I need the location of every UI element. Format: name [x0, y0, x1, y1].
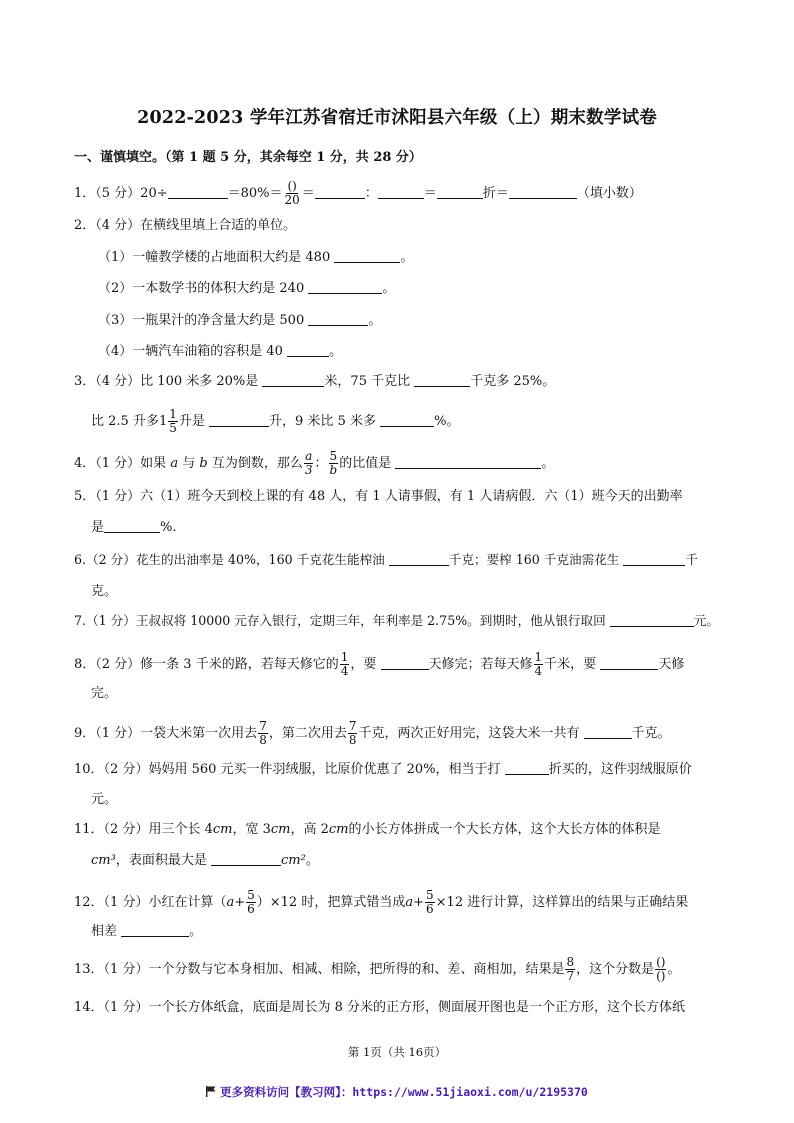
answer-blank[interactable]: [395, 454, 541, 469]
section-heading: 一、谨慎填空。（第 1 题 5 分，其余每空 1 分，共 28 分）: [74, 150, 422, 165]
fraction: $\frac{7}{8}$: [259, 719, 267, 747]
flag-icon: [206, 1086, 216, 1097]
answer-blank[interactable]: [505, 760, 549, 775]
question-2: 2．（4 分）在横线里填上合适的单位。: [74, 218, 297, 233]
answer-blank[interactable]: [600, 655, 658, 670]
question-6: 6.（2 分）花生的出油率是 40%，160 千克花生能榨油 千克；要榨 160 千克油需花生 千: [74, 552, 698, 567]
answer-blank[interactable]: [414, 372, 470, 387]
answer-fraction[interactable]: $\frac{()}{()}$: [656, 955, 666, 983]
answer-blank[interactable]: [308, 279, 382, 294]
answer-blank[interactable]: [168, 184, 228, 199]
answer-blank[interactable]: [334, 248, 400, 263]
question-5: 5．（1 分）六（1）班今天到校上课的有 48 人，有 1 人请事假，有 1 人请病假．六（1）班今天的出勤率: [74, 489, 683, 504]
question-3-line-2: 比 2.5 升多1 $\frac{1}{5}$ 升是 升，9 米比 5 米多 %。: [91, 407, 460, 435]
question-2-part-4: （4）一辆汽车油箱的容积是 40 。: [98, 344, 343, 359]
question-1: 1．（5 分）20÷ ＝80%＝ $\frac{()}{20}$ ＝ ： ＝ 折＝ （填小数）: [74, 179, 642, 207]
question-8-line-2: 完。: [91, 686, 118, 701]
question-10-line-2: 元。: [91, 792, 118, 807]
question-2-part-3: （3）一瓶果汁的净含量大约是 500 。: [98, 313, 382, 328]
fraction: $\frac{5}{6}$: [426, 888, 434, 916]
answer-blank[interactable]: [381, 655, 429, 670]
question-12: 12．（1 分）小红在计算（a+ $\frac{5}{6}$ ）×12 时，把算式错当成a+ $\frac{5}{6}$ ×12 进行计算，这样算出的结果与正确结果: [74, 888, 689, 916]
page-footer: 第 1页（共 16页）: [347, 1045, 447, 1059]
fraction: $\frac{5}{6}$: [247, 888, 255, 916]
answer-blank[interactable]: [380, 412, 434, 427]
fraction: $\frac{1}{5}$: [169, 407, 177, 435]
fraction: $\frac{1}{4}$: [340, 650, 349, 678]
question-8: 8．（2 分）修一条 3 千米的路，若每天修它的 $\frac{1}{4}$ ，要 天修完；若每天修 $\frac{1}{4}$ 千米，要 天修: [74, 650, 685, 678]
answer-blank[interactable]: [623, 551, 685, 566]
promo-text: 更多资料访问【教习网】：https://www.51jiaoxi.com/u/2195370: [220, 1085, 588, 1099]
question-10: 10．（2 分）妈妈用 560 元买一件羽绒服，比原价优惠了 20%，相当于打 折买的，这件羽绒服原价: [74, 762, 692, 777]
question-11-line-2: cm³，表面积最大是 cm²。: [91, 853, 319, 868]
answer-blank[interactable]: [287, 342, 329, 357]
question-6-line-2: 克。: [91, 584, 118, 599]
question-9: 9．（1 分）一袋大米第一次用去 $\frac{7}{8}$ ，第二次用去 $\frac{7}{8}$ 千克，两次正好用完，这袋大米一共有 千克。: [74, 719, 671, 747]
question-2-part-2: （2）一本数学书的体积大约是 240 。: [98, 281, 396, 296]
question-11: 11．（2 分）用三个长 4cm，宽 3cm，高 2cm的小长方体拼成一个大长方体，这个大长方体的体积是: [74, 822, 661, 837]
answer-blank[interactable]: [437, 184, 483, 199]
fraction: $\frac{1}{4}$: [534, 650, 543, 678]
fraction: $\frac{5}{b}$: [329, 449, 338, 477]
answer-blank[interactable]: [121, 922, 189, 937]
answer-blank[interactable]: [211, 851, 281, 866]
fraction: $\frac{7}{8}$: [348, 719, 357, 747]
answer-blank[interactable]: [209, 412, 269, 427]
fraction: $\frac{a}{3}$: [304, 449, 313, 477]
answer-blank[interactable]: [308, 311, 368, 326]
question-2-part-1: （1）一幢教学楼的占地面积大约是 480 。: [98, 250, 414, 265]
answer-blank[interactable]: [262, 372, 324, 387]
answer-blank[interactable]: [389, 551, 449, 566]
question-4: 4．（1 分）如果 a 与 b 互为倒数，那么 $\frac{a}{3}$ ： $\frac{5}{b}$ 的比值是 。: [74, 449, 555, 477]
question-7: 7.（1 分）王叔叔将 10000 元存入银行，定期三年，年利率是 2.75%。到期时，他从银行取回 元。: [74, 613, 719, 628]
fraction: $\frac{8}{7}$: [566, 955, 575, 983]
fraction: $\frac{()}{20}$: [284, 179, 300, 207]
answer-blank[interactable]: [378, 184, 424, 199]
answer-blank[interactable]: [584, 724, 632, 739]
exam-title: 2022-2023 学年江苏省宿迁市沭阳县六年级（上）期末数学试卷: [137, 108, 657, 128]
promo-link[interactable]: [0, 1084, 794, 1100]
question-13: 13．（1 分）一个分数与它本身相加、相减、相除，把所得的和、差、商相加，结果是 $\frac{8}{7}$ ，这个分数是 $\frac{()}{()}$ 。: [74, 955, 681, 983]
answer-blank[interactable]: [509, 184, 577, 199]
answer-blank[interactable]: [610, 612, 694, 627]
question-12-line-2: 相差 。: [91, 924, 203, 939]
question-3: 3．（4 分）比 100 米多 20%是 米，75 千克比 千克多 25%。: [74, 374, 556, 389]
answer-blank[interactable]: [315, 184, 365, 199]
question-14: 14．（1 分）一个长方体纸盒，底面是周长为 8 分米的正方形，侧面展开图也是一个正方形，这个长方体纸: [74, 1000, 685, 1015]
question-5-line-2: 是 %.: [91, 520, 177, 535]
answer-blank[interactable]: [104, 518, 160, 533]
